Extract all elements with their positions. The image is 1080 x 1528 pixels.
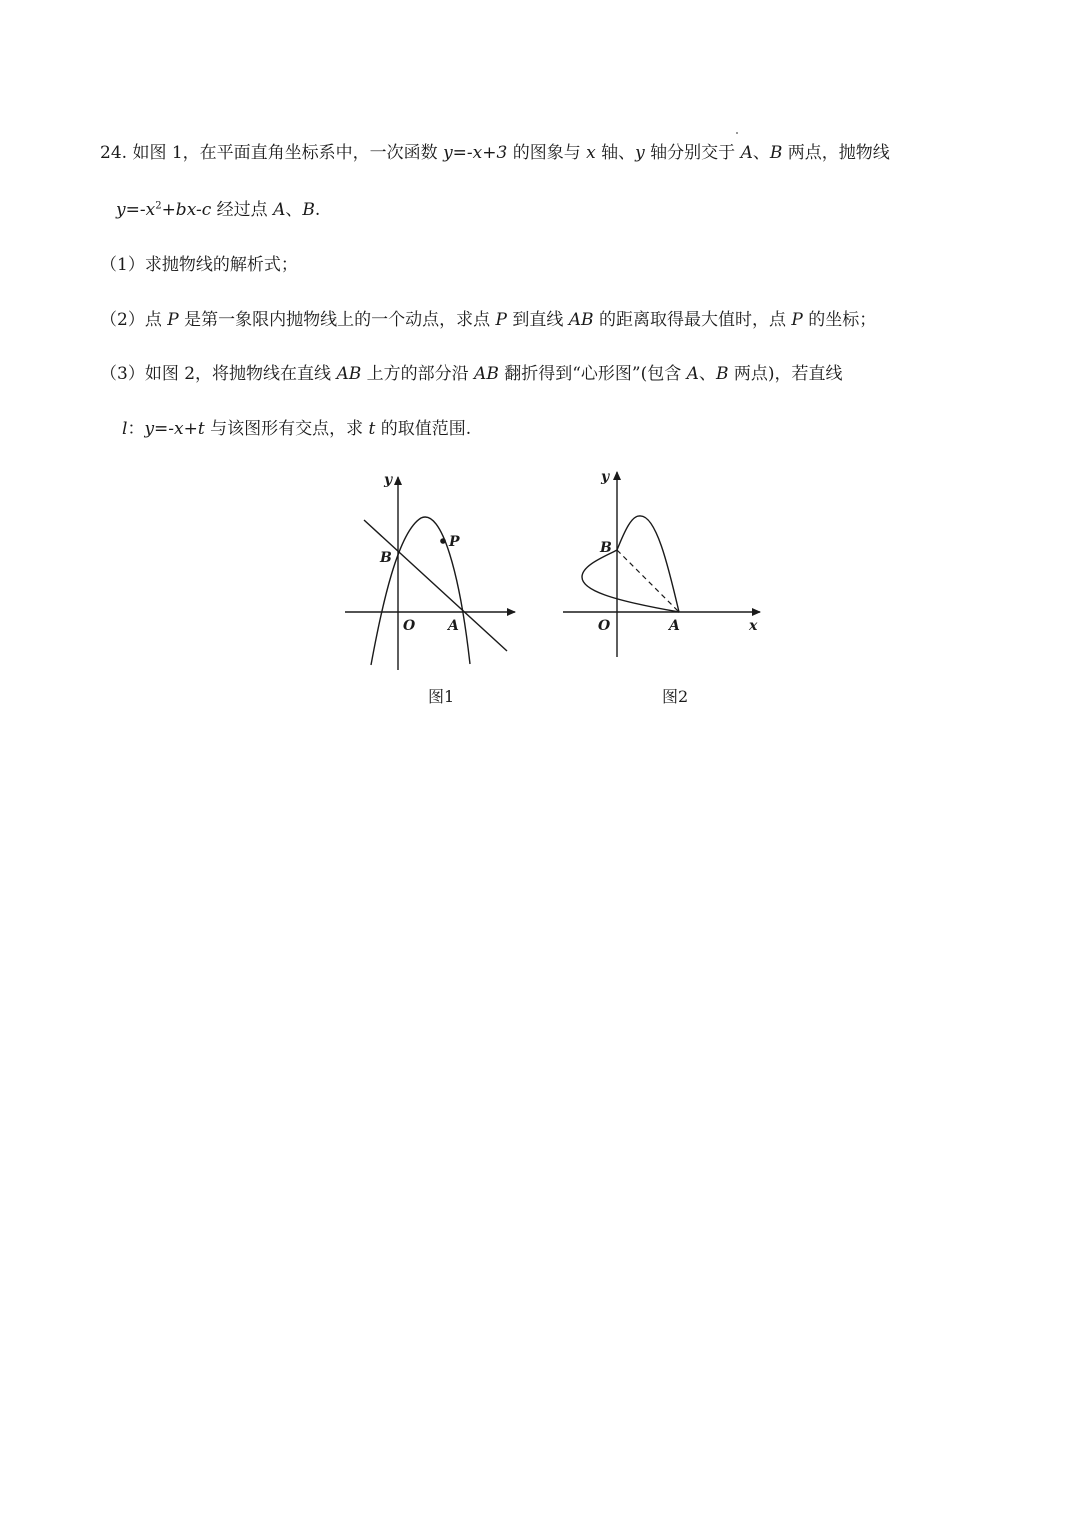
q3-text: 两点)，若直线 (728, 364, 843, 384)
parabola-text: 、 (285, 200, 303, 220)
point-p: P (791, 310, 803, 330)
line-eq: y=-x+t (144, 419, 205, 439)
point-a: A (740, 143, 753, 163)
point-p-dot (440, 538, 446, 544)
question-3-cont (122, 418, 471, 440)
fig2-label-b: B (600, 540, 612, 556)
point-b: B (769, 143, 783, 163)
intro-text: 两点，抛物线 (782, 143, 890, 163)
point-a: A (686, 364, 699, 384)
segment-ab: AB (568, 310, 594, 330)
fig2-label-a: A (669, 618, 680, 634)
question-1 (100, 254, 298, 276)
fig1-label-y: y (384, 472, 393, 488)
intro-text: 轴分别交于 (644, 143, 741, 163)
q3-text: （3）如图 2，将抛物线在直线 (100, 364, 337, 384)
parabola-eq-rest: +bx-c (161, 200, 212, 220)
point-p: P (495, 310, 507, 330)
t-var: t (368, 419, 376, 439)
q2-text: 到直线 (506, 310, 569, 330)
heart-reflected-curve (582, 550, 679, 612)
problem-intro-line (100, 142, 890, 164)
question-2 (100, 309, 876, 331)
parabola-text: 经过点 (211, 200, 274, 220)
intro-text: 、 (752, 143, 770, 163)
fig2-label-o: O (598, 618, 611, 634)
heart-upper-curve (617, 516, 679, 612)
point-b: B (715, 364, 729, 384)
fig1-label-a: A (448, 618, 459, 634)
intro-text: 轴、 (595, 143, 636, 163)
q3-text: ： (127, 419, 145, 439)
problem-number: 24. (100, 143, 128, 163)
figure-2-caption: 图2 (662, 687, 689, 706)
intro-text: 的图象与 (507, 143, 587, 163)
q2-text: （2）点 (100, 310, 168, 330)
line-l: l (122, 419, 128, 439)
fig2-label-y: y (601, 469, 610, 485)
fig1-label-b: B (380, 550, 392, 566)
question-1-text: （1）求抛物线的解析式； (100, 255, 298, 275)
intro-text: 如图 1，在平面直角坐标系中，一次函数 (132, 143, 444, 163)
parabola-line (116, 199, 320, 221)
q3-text: 与该图形有交点，求 (204, 419, 369, 439)
q2-text: 是第一象限内抛物线上的一个动点，求点 (178, 310, 496, 330)
parabola-eq: y=-x (116, 200, 156, 220)
segment-ab: AB (336, 364, 362, 384)
linear-function: y=-x+3 (443, 143, 508, 163)
fig1-label-p: P (449, 534, 460, 550)
figure-1-caption: 图1 (428, 687, 455, 706)
q3-text: 、 (698, 364, 716, 384)
q3-text: 上方的部分沿 (361, 364, 475, 384)
fig1-label-o: O (403, 618, 416, 634)
parabola-exponent: 2 (155, 200, 162, 212)
q3-text: 翻折得到“心形图”(包含 (498, 364, 687, 384)
figure-2 (558, 463, 768, 663)
dashed-segment-ab (617, 550, 679, 612)
q2-text: 的距离取得最大值时，点 (593, 310, 792, 330)
figure-1 (340, 468, 525, 673)
x-var: x (586, 143, 596, 163)
scan-speck (736, 132, 738, 134)
q3-text: 的取值范围. (375, 419, 472, 439)
line-ab (364, 520, 507, 651)
y-var: y (635, 143, 645, 163)
fig2-label-x: x (749, 618, 758, 634)
point-p: P (167, 310, 179, 330)
segment-ab: AB (474, 364, 499, 384)
point-a: A (273, 200, 286, 220)
parabola-text: . (314, 200, 321, 220)
question-3 (100, 363, 842, 385)
point-b: B (302, 200, 315, 220)
q2-text: 的坐标； (802, 310, 877, 330)
